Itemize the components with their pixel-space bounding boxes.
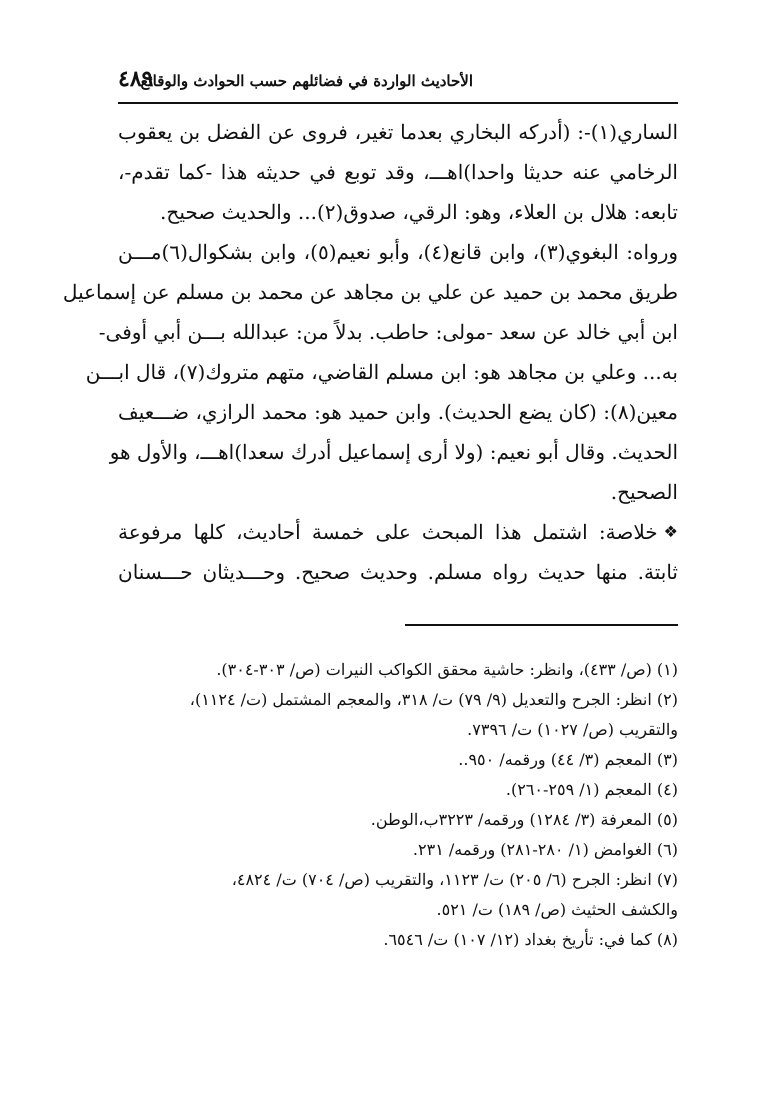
body-line: ثابتة. منها حديث رواه مسلم. وحديث صحيح. وحـــديثان حـــسنان [118,560,678,584]
footnote: (٤) المعجم (١/ ٢٥٩-٢٦٠). [505,780,678,799]
body-line: الحديث. وقال أبو نعيم: (ولا أرى إسماعيل أدرك سعدا)اهـــ، والأول هو [109,440,678,464]
diamond-bullet-icon: ❖ [663,522,678,541]
footnote: (٥) المعرفة (٣/ ١٢٨٤) ورقمه/ ٣٢٢٣ب،الوطن. [370,810,678,829]
body-line: الرخامي عنه حديثا واحدا)اهـــ، وقد توبع في حديثه هذا -كما تقدم-، [118,160,678,184]
summary-line [118,512,678,552]
body-line: ورواه: البغوي(٣)، وابن قانع(٤)، وأبو نعيم(٥)، وابن بشكوال(٦)مـــن [118,240,679,264]
footnote: (٨) كما في: تأريخ بغداد (١٢/ ١٠٧) ت/ ٦٥٤٦. [383,930,678,949]
header-title: الأحاديث الواردة في فضائلهم حسب الحوادث والوقائع [140,72,473,90]
footnote: (٣) المعجم (٣/ ٤٤) ورقمه/ ٩٥٠.. [458,750,678,769]
body-line: طريق محمد بن حميد عن علي بن مجاهد عن محمد بن مسلم عن إسماعيل [62,280,678,304]
page-number: ٤٨٩ [118,66,154,92]
body-line: الصحيح. [610,480,678,504]
body-line: الساري(١)-: (أدركه البخاري بعدما تغير، فروى عن الفضل بن يعقوب [118,120,678,144]
body-line: تابعه: هلال بن العلاء، وهو: الرقي، صدوق(٢)... والحديث صحيح. [160,200,678,224]
running-header [118,66,678,104]
footnote: (٧) انظر: الجرح (٦/ ٢٠٥) ت/ ١١٢٣، والتقريب (ص/ ٧٠٤) ت/ ٤٨٢٤، [231,870,678,889]
body-line: به... وعلي بن مجاهد هو: ابن مسلم القاضي، متهم متروك(٧)، قال ابـــن [85,360,678,384]
body-line: ابن أبي خالد عن سعد -مولى: حاطب. بدلاً من: عبدالله بـــن أبي أوفى- [98,320,678,344]
summary-text: خلاصة: اشتمل هذا المبحث على خمسة أحاديث، كلها مرفوعة [118,520,658,544]
footnotes [118,655,678,955]
main-text [62,112,679,592]
footnote-continuation: والكشف الحثيث (ص/ ١٨٩) ت/ ٥٢١. [436,900,678,919]
body-line: معين(٨): (كان يضع الحديث). وابن حميد هو: محمد الرازي، ضـــعيف [118,400,678,424]
footnote: (١) (ص/ ٤٣٣)، وانظر: حاشية محقق الكواكب النيرات (ص/ ٣٠٣-٣٠٤). [216,660,678,679]
footnote-continuation: والتقريب (ص/ ١٠٢٧) ت/ ٧٣٩٦. [467,720,678,739]
footnote: (٢) انظر: الجرح والتعديل (٩/ ٧٩) ت/ ٣١٨، والمعجم المشتمل (ت/ ١١٢٤)، [189,690,678,709]
footnote-separator [405,624,678,626]
footnote: (٦) الغوامض (١/ ٢٨٠-٢٨١) ورقمه/ ٢٣١. [412,840,678,859]
